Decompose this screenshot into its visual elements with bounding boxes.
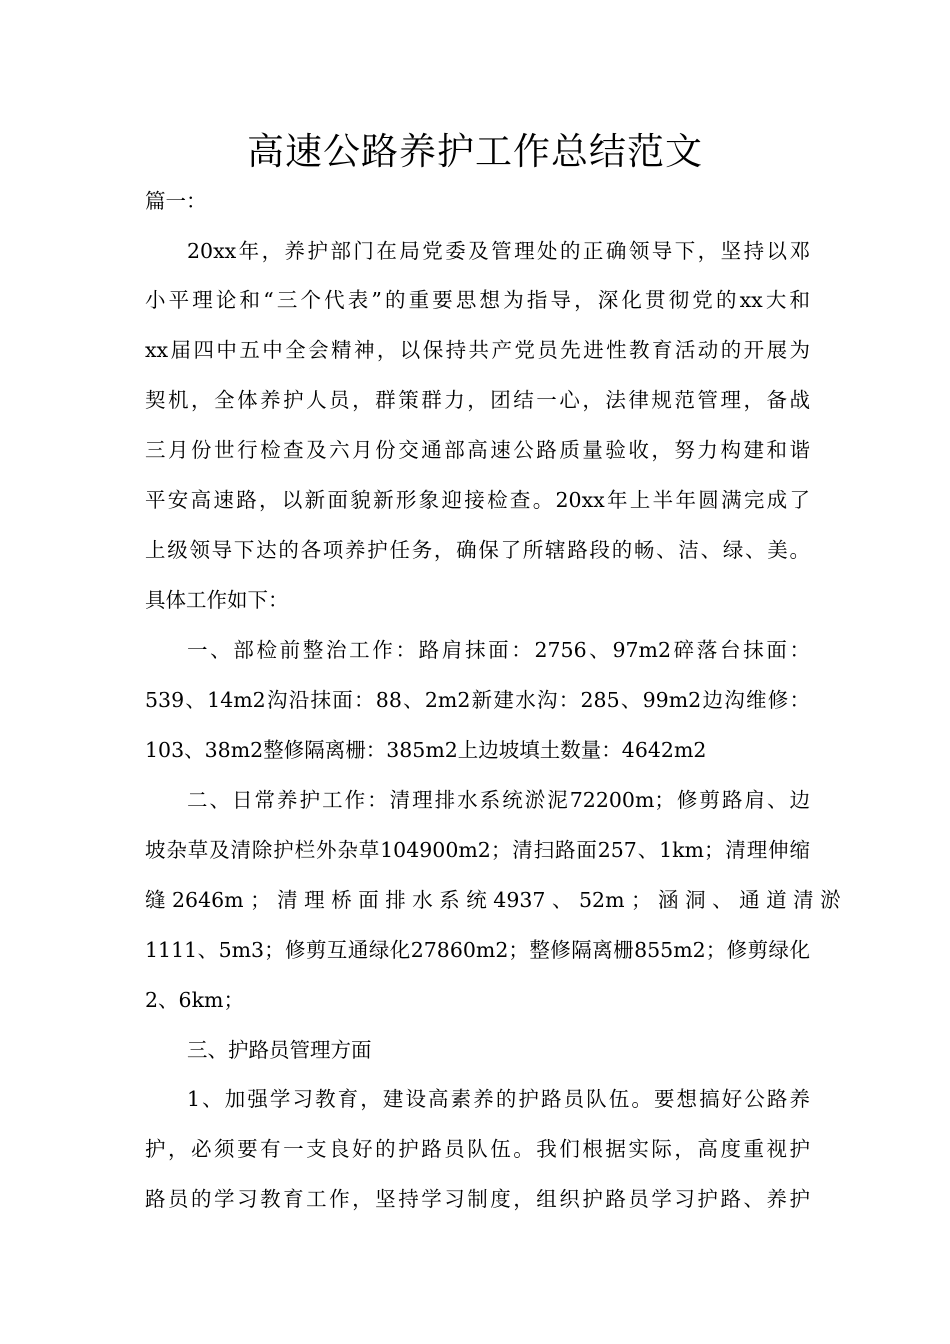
paragraph-line: 路员的学习教育工作，坚持学习制度，组织护路员学习护路、养护 <box>145 1187 810 1211</box>
paragraph-line: 具体工作如下： <box>145 588 289 612</box>
paragraph-line: 缝 2646m ； 清 理 桥 面 排 水 系 统 4937 、 52m ； 涵 洞 、 通 道 清 淤 <box>145 888 841 912</box>
document-title: 高速公路养护工作总结范文 <box>247 130 703 173</box>
paragraph-line: 539、14m2沟沿抹面：88、2m2新建水沟：285、99m2边沟维修： <box>145 688 810 712</box>
paragraph-line: 一、部检前整治工作：路肩抹面：2756、97m2碎落台抹面： <box>187 638 810 662</box>
paragraph-line: 103、38m2整修隔离栅：385m2上边坡填土数量：4642m2 <box>145 738 707 762</box>
paragraph-line: 坡杂草及清除护栏外杂草104900m2；清扫路面257、1km；清理伸缩 <box>145 838 810 862</box>
paragraph-line: 1、加强学习教育，建设高素养的护路员队伍。要想搞好公路养 <box>187 1087 810 1111</box>
paragraph-line: 上级领导下达的各项养护任务，确保了所辖路段的畅、洁、绿、美。 <box>145 538 810 562</box>
paragraph-line: 三月份世行检查及六月份交通部高速公路质量验收，努力构建和谐 <box>145 438 810 462</box>
paragraph-line: 20xx年，养护部门在局党委及管理处的正确领导下，坚持以邓 <box>187 239 810 263</box>
paragraph-line: 护，必须要有一支良好的护路员队伍。我们根据实际，高度重视护 <box>145 1137 810 1161</box>
paragraph-line: 二、日常养护工作：清理排水系统淤泥72200m；修剪路肩、边 <box>187 788 810 812</box>
paragraph-line: 2、6km； <box>145 988 244 1012</box>
paragraph-line: xx届四中五中全会精神，以保持共产党员先进性教育活动的开展为 <box>145 338 810 362</box>
paragraph-line: 小平理论和“三个代表”的重要思想为指导，深化贯彻党的xx大和 <box>145 288 810 312</box>
paragraph-line: 1111、5m3；修剪互通绿化27860m2；整修隔离栅855m2；修剪绿化 <box>145 938 810 962</box>
section-heading: 篇一： <box>145 189 207 213</box>
section-heading: 三、护路员管理方面 <box>187 1038 372 1062</box>
paragraph-line: 契机，全体养护人员，群策群力，团结一心，法律规范管理，备战 <box>145 388 810 412</box>
paragraph-line: 平安高速路，以新面貌新形象迎接检查。20xx年上半年圆满完成了 <box>145 488 810 512</box>
